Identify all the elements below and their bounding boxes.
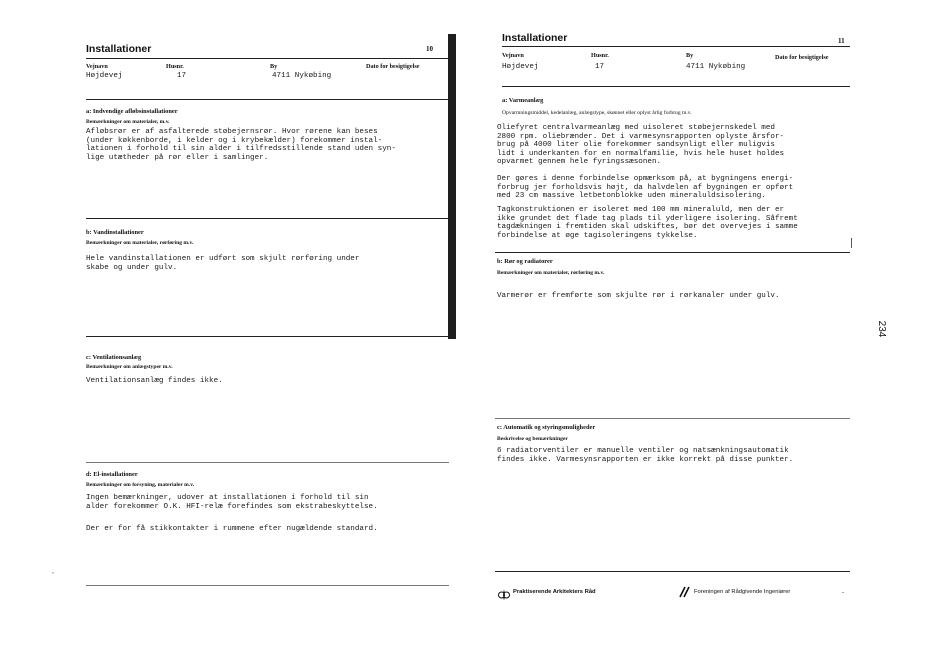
binding-strip bbox=[448, 34, 456, 339]
section-d-header: d: El-installationer bbox=[86, 471, 138, 478]
par-logo-icon bbox=[498, 590, 510, 600]
left-page-number: 10 bbox=[426, 45, 433, 53]
section-b-body: Varmerør er fremførte som skjulte rør i rørkanaler under gulv. bbox=[497, 292, 780, 300]
divider bbox=[495, 571, 850, 572]
section-a-subheader: Bemærkninger om materialer, m.v. bbox=[86, 119, 170, 125]
section-a-body-2: Der gøres i denne forbindelse opmærksom på, at bygningens energi- forbrug jer forholdsvis højt, da halvdelen af bygningen er opført med 23 cm massive letbetonblokke uden mineraluldsisolering. bbox=[497, 175, 794, 201]
section-c-header: c: Ventilationsanlæg bbox=[86, 354, 142, 361]
section-c-body: Ventilationsanlæg findes ikke. bbox=[86, 377, 223, 385]
section-c-header: c: Automatik og styringsmuligheder bbox=[497, 424, 596, 431]
fri-logo-icon bbox=[678, 586, 692, 598]
section-b-header: b: Rør og radiatorer bbox=[497, 258, 553, 265]
section-b-subheader: Bemærkninger om materialer, rørføring m.v. bbox=[497, 270, 605, 276]
city-value: 4711 Nykøbing bbox=[686, 63, 746, 71]
margin-mark bbox=[851, 238, 852, 248]
divider bbox=[502, 86, 850, 87]
section-a-subheader: Opvarmningsmiddel, kedelanlæg, anlægstype, skønnet eller oplyst årlig forbrug m.v. bbox=[502, 110, 692, 116]
road-label: Vejnavn bbox=[86, 63, 108, 70]
divider bbox=[86, 585, 449, 586]
footer-left-text: Praktiserende Arkitekters Råd bbox=[513, 589, 596, 595]
section-d-subheader: Bemærkninger om forsyning, materialer m.v. bbox=[86, 482, 195, 488]
section-b-body: Hele vandinstallationen er udført som skjult rørføring under skabe og under gulv. bbox=[86, 255, 360, 272]
scan-mark: , bbox=[52, 566, 54, 575]
right-page-title: Installationer bbox=[502, 32, 568, 44]
section-d-body: Ingen bemærkninger, udover at installationen i forhold til sin alder forekommer O.K. HFI-relæ forefindes som ekstrabeskyttelse. bbox=[86, 494, 378, 511]
city-label: By bbox=[270, 63, 278, 70]
date-label: Dato for besigtigelse bbox=[366, 63, 420, 70]
house-label: Husnr. bbox=[166, 63, 184, 70]
right-page-number: 11 bbox=[838, 37, 845, 45]
left-page-title: Installationer bbox=[86, 43, 152, 55]
footer-right-text: Foreningen af Rådgivende Ingeniører bbox=[694, 589, 791, 595]
par-logo bbox=[498, 587, 510, 605]
divider bbox=[86, 99, 449, 100]
section-b-subheader: Bemærkninger om materialer, rørføring m.v. bbox=[86, 240, 194, 246]
section-a-body: Oliefyret centralvarmeanlæg med uisoleret støbejernskedel med 2800 rpm. oliebrænder. Det i varmesynsrapporten oplyste årsfor- brug på 4000 liter olie forekommer sandsynligt eller muligvis lidt i underkanten for en normalfamilie, hvis hele huset holdes opvarmet gennem hele fyringssæsonen. bbox=[497, 124, 785, 167]
divider bbox=[86, 336, 449, 337]
divider bbox=[86, 462, 449, 463]
city-value: 4711 Nykøbing bbox=[272, 72, 332, 80]
house-value: 17 bbox=[177, 72, 187, 80]
divider bbox=[502, 46, 850, 47]
divider bbox=[495, 418, 850, 419]
house-label: Husnr. bbox=[591, 52, 609, 59]
fri-logo bbox=[678, 585, 692, 603]
road-value: Højdevej bbox=[86, 72, 123, 80]
house-value: 17 bbox=[595, 63, 605, 71]
section-a-header: a: Indvendige afløbsinstallationer bbox=[86, 108, 178, 115]
margin-page-number: 234 bbox=[876, 320, 887, 338]
divider bbox=[86, 58, 449, 59]
date-label: Dato for besigtigelse bbox=[775, 54, 829, 61]
divider bbox=[86, 218, 449, 219]
section-a-header: a: Varmeanlæg bbox=[502, 97, 544, 104]
city-label: By bbox=[686, 52, 694, 59]
section-c-subheader: Beskrivelse og bemærkninger bbox=[497, 436, 568, 442]
road-value: Højdevej bbox=[502, 63, 539, 71]
footer-dot: . bbox=[842, 586, 844, 595]
section-c-body: 6 radiatorventiler er manuelle ventiler og natsænkningsautomatik findes ikke. Varmesynsrapporten er ikke korrekt på disse punkter. bbox=[497, 447, 794, 464]
section-b-header: b: Vandinstallationer bbox=[86, 229, 144, 236]
road-label: Vejnavn bbox=[502, 52, 524, 59]
section-d-body-2: Der er for få stikkontakter i rummene efter nugældende standard. bbox=[86, 525, 378, 533]
divider bbox=[495, 252, 850, 253]
section-a-body-3: Tagkonstruktionen er isoleret med 100 mm mineraluld, men der er ikke grundet det flade tag plads til yderligere isolering. Såfremt tagdækningen i fremtiden skal udskiftes, bør det overvejes i samme forbindelse at øge tagisoleringens tykkelse. bbox=[497, 206, 798, 240]
section-a-body: Afløbsrør er af asfalterede støbejernsrør. Hvor rørene kan beses (under køkkenborde, i kelder og i krybekælder) forekommer instal- lationen i forhold til sin alder i tilfredsstillende stand uden syn- lige utætheder på rør eller i samlinger. bbox=[86, 128, 396, 162]
section-c-subheader: Bemærkninger om anlægstyper m.v. bbox=[86, 364, 173, 370]
